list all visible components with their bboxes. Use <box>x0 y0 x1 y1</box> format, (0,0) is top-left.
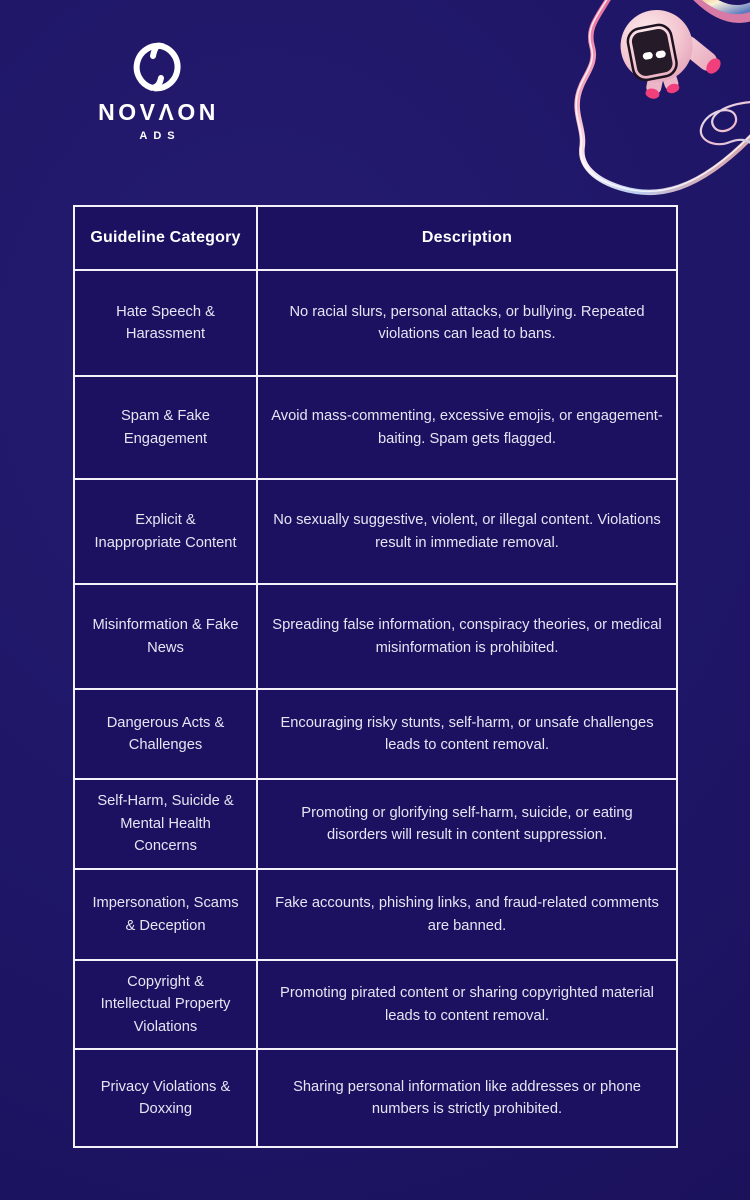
guideline-description-cell: Fake accounts, phishing links, and fraud-related comments are banned. <box>257 869 677 960</box>
guideline-description-cell: Spreading false information, conspiracy theories, or medical misinformation is prohibited. <box>257 584 677 689</box>
table-row <box>74 1049 677 1147</box>
table-row <box>74 584 677 689</box>
table-row <box>74 479 677 584</box>
guideline-category-cell: Spam & Fake Engagement <box>74 376 257 479</box>
guideline-description-cell: Sharing personal information like addresses or phone numbers is strictly prohibited. <box>257 1049 677 1147</box>
guideline-description-cell: Promoting pirated content or sharing copyrighted material leads to content removal. <box>257 960 677 1049</box>
guideline-category-cell: Impersonation, Scams & Deception <box>74 869 257 960</box>
robot-mascot-illustration <box>545 0 750 215</box>
guideline-description-cell: Promoting or glorifying self-harm, suicide, or eating disorders will result in content suppression. <box>257 779 677 869</box>
robot-mascot <box>617 3 727 103</box>
column-header-description: Description <box>257 206 677 270</box>
guideline-category-cell: Explicit & Inappropriate Content <box>74 479 257 584</box>
brand-name: NOVΛON <box>98 99 219 125</box>
table-row <box>74 960 677 1049</box>
table-row <box>74 779 677 869</box>
guideline-category-cell: Self-Harm, Suicide & Mental Health Concerns <box>74 779 257 869</box>
guideline-category-cell: Copyright & Intellectual Property Violations <box>74 960 257 1049</box>
guideline-category-cell: Hate Speech & Harassment <box>74 270 257 376</box>
novaon-logo <box>95 42 219 142</box>
table-row <box>74 270 677 376</box>
table-row <box>74 376 677 479</box>
guidelines-table <box>73 205 678 1148</box>
guideline-description-cell: No racial slurs, personal attacks, or bullying. Repeated violations can lead to bans. <box>257 270 677 376</box>
column-header-guideline-category: Guideline Category <box>74 206 257 270</box>
guideline-description-cell: Avoid mass-commenting, excessive emojis, or engagement-baiting. Spam gets flagged. <box>257 376 677 479</box>
guideline-description-cell: No sexually suggestive, violent, or illegal content. Violations result in immediate removal. <box>257 479 677 584</box>
guideline-description-cell: Encouraging risky stunts, self-harm, or unsafe challenges leads to content removal. <box>257 689 677 779</box>
guideline-category-cell: Misinformation & Fake News <box>74 584 257 689</box>
guideline-category-cell: Dangerous Acts & Challenges <box>74 689 257 779</box>
guidelines-table-body <box>74 270 677 1147</box>
table-row <box>74 869 677 960</box>
table-row <box>74 689 677 779</box>
brand-subtitle: ADS <box>139 130 181 142</box>
guideline-category-cell: Privacy Violations & Doxxing <box>74 1049 257 1147</box>
novaon-n-monogram-icon <box>132 42 182 92</box>
table-header-row <box>74 206 677 270</box>
